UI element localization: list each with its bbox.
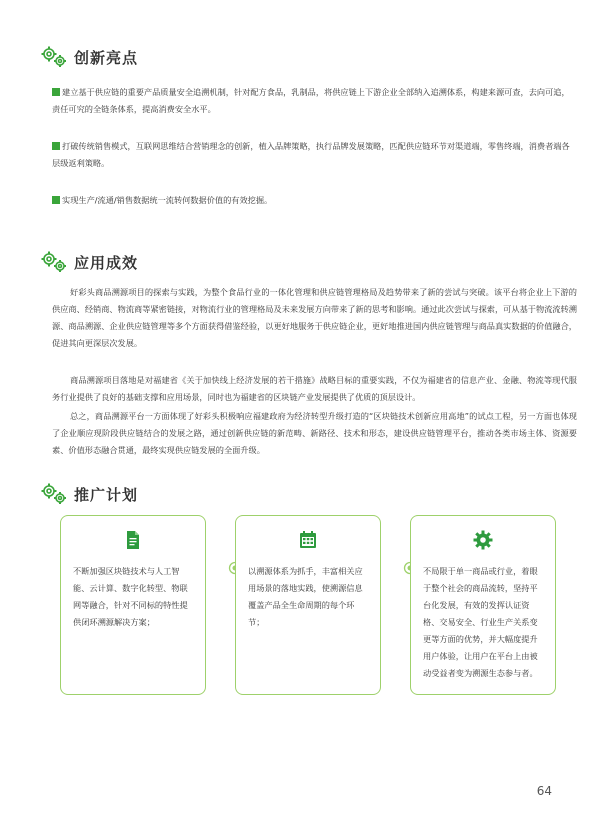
section-heading-results <box>40 250 138 274</box>
paragraph: 总之，商品溯源平台一方面体现了好彩头积极响应福建政府为经济转型升级打造的“区块链技术创新应用高地”的试点工程，另一方面也体现了企业顺应现阶段供应链结合的发展之路，通过创新供应链的新范畴、新路径、技术和形态，建设供应链管理平台，推动各类市场主体、资源要素、价值形态融合贯通，最终实现供应链发展的全面升级。 <box>52 411 577 455</box>
gears-icon <box>40 250 70 274</box>
section-title: 推广计划 <box>74 485 139 504</box>
paragraph: 好彩头商品溯源项目的探索与实践，为整个食品行业的一体化管理和供应链管理格局及趋势带来了新的尝试与突破。该平台将企业上下游的供应商、经销商、物流商等紧密链接，对物流行业的管理格局及未来发展方向带来了新的思考和影响。通过此次尝试与探索，可从基于物流流转溯源、商品溯源、企业供应链管理等多个方面获得借鉴经验，以更好地服务于供应链企业，更好地推进国内供应链管理与商品真实数据的价值融合，促进其向更深层次发展。 <box>52 287 577 348</box>
promotion-card <box>410 515 556 695</box>
paragraph: 商品溯源项目落地是对福建省《关于加快线上经济发展的若干措施》战略目标的重要实践，不仅为福建省的信息产业、金融、物流等现代服务行业提供了良好的基础支撑和应用场景，同时也为福建省的区块链产业发展提供了优质的顶层设计。 <box>52 375 577 402</box>
card-text: 以溯源体系为抓手，丰富相关应用场景的落地实践，使溯源信息覆盖产品全生命周期的每个环节； <box>248 566 363 627</box>
bullet-item: 实现生产/流通/销售数据统一流转何数据价值的有效挖掘。 <box>52 192 572 209</box>
bullet-square-icon <box>52 88 60 96</box>
section-heading-innovation <box>40 45 138 69</box>
bullet-item: 建立基于供应链的重要产品质量安全追溯机制，针对配方食品，乳制品，将供应链上下游企业全部纳入追溯体系，构建来源可查，去向可追，责任可究的全链条体系，提高消费安全水平。 <box>52 87 570 114</box>
section-heading-promotion <box>40 482 138 506</box>
calendar-icon <box>298 530 318 550</box>
page-number: 64 <box>536 784 552 798</box>
promotion-card <box>60 515 206 695</box>
promotion-card <box>235 515 381 695</box>
gear-icon <box>473 530 493 550</box>
document-icon <box>123 530 143 550</box>
bullet-square-icon <box>52 142 60 150</box>
card-text: 不断加强区块链技术与人工智能、云计算、数字化转型、物联网等融合，针对不同标的特性提供闭环溯源解决方案； <box>73 566 188 627</box>
gears-icon <box>40 482 70 506</box>
gears-icon <box>40 45 70 69</box>
bullet-square-icon <box>52 196 60 204</box>
bullet-item: 打破传统销售模式，互联网思维结合营销理念的创新，植入品牌策略，执行品牌发展策略，匹配供应链环节对渠道端，零售终端，消费者端各层级返利策略。 <box>52 141 570 168</box>
section-title: 创新亮点 <box>74 48 139 67</box>
section-title: 应用成效 <box>74 253 139 272</box>
card-text: 不局限于单一商品或行业，着眼于整个社会的商品流转，坚持平台化发展，有效的发挥认证资格、交易安全、行业生产关系变更等方面的优势，并大幅度提升用户体验，让用户在平台上由被动受益者变为溯源生态参与者。 <box>423 566 538 678</box>
